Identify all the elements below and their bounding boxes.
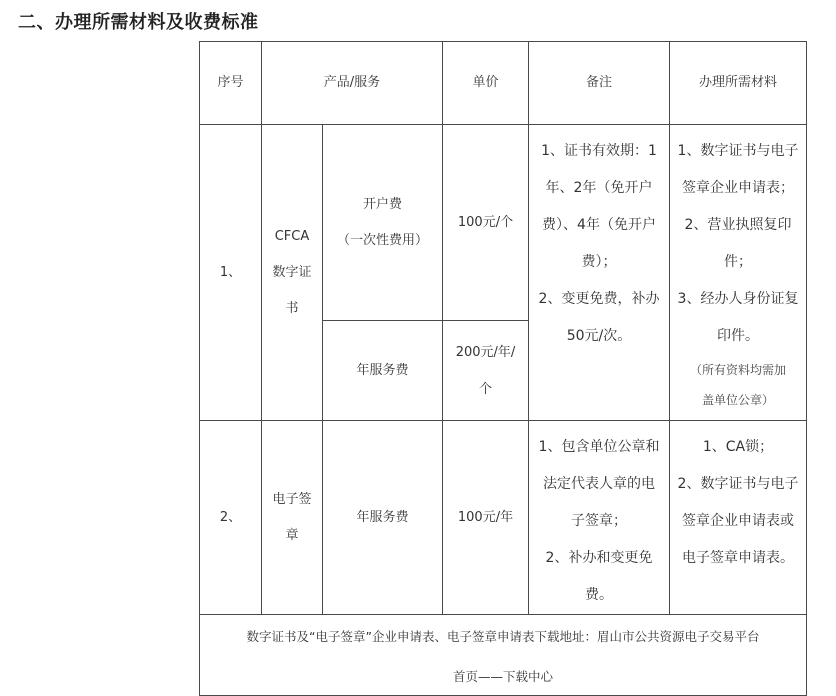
remarks-line: 费）、4年（免开户 (542, 217, 656, 233)
download-note (200, 615, 807, 696)
row2-product (262, 421, 323, 615)
row1-service-opening (323, 125, 443, 321)
header-product: 产品/服务 (262, 42, 443, 125)
materials-line: 1、CA锁； (702, 439, 774, 455)
materials-line: 电子签章申请表。 (682, 550, 794, 566)
row1-product-line: 数字证 (272, 264, 312, 280)
row1-remarks (529, 125, 670, 421)
remarks-line: 费）； (581, 254, 617, 270)
row1-product-line: CFCA (274, 228, 310, 244)
materials-line: 2、数字证书与电子 (677, 476, 799, 492)
materials-note: 盖单位公章） (701, 393, 774, 407)
remarks-line: 费。 (585, 587, 613, 603)
row1-service-annual: 年服务费 (323, 321, 443, 421)
row1-product-line: 书 (285, 300, 299, 316)
materials-line: 3、经办人身份证复 (677, 291, 799, 307)
materials-line: 签章企业申请表或 (682, 513, 794, 529)
materials-line: 签章企业申请表； (682, 180, 794, 196)
materials-note: （所有资料均需加 (689, 363, 786, 377)
row2-price: 100元/年 (443, 421, 529, 615)
service-line: 开户费 (362, 196, 402, 212)
row1-seq: 1、 (200, 125, 262, 421)
remarks-line: 年、2年（免开户 (545, 180, 653, 196)
materials-line: 1、数字证书与电子 (677, 143, 799, 159)
row2-product-line: 电子签 (272, 491, 312, 507)
row1-price-opening: 100元/个 (443, 125, 529, 321)
service-line: （一次性费用） (336, 232, 428, 248)
table-row (200, 125, 807, 321)
remarks-line: 1、证书有效期：1 (541, 143, 657, 159)
materials-line: 2、营业执照复印 (684, 217, 792, 233)
row2-materials (670, 421, 807, 615)
download-note-line: 首页——下载中心 (452, 669, 553, 684)
remarks-line: 50元/次。 (566, 328, 632, 344)
materials-line: 印件。 (717, 328, 759, 344)
header-remarks: 备注 (529, 42, 670, 125)
fee-table (199, 41, 807, 696)
price-line: 200元/年/ (455, 344, 516, 360)
table-footer-row (200, 615, 807, 696)
row2-product-line: 章 (285, 527, 299, 543)
remarks-line: 2、变更免费，补办 (538, 291, 660, 307)
remarks-line: 子签章； (571, 513, 627, 529)
row2-service: 年服务费 (323, 421, 443, 615)
table-row (200, 421, 807, 615)
table-header-row (200, 42, 807, 125)
row1-product (262, 125, 323, 421)
materials-line: 件； (724, 254, 752, 270)
section-heading: 二、办理所需材料及收费标准 (18, 12, 259, 33)
row1-materials (670, 125, 807, 421)
row2-seq: 2、 (200, 421, 262, 615)
remarks-line: 2、补办和变更免 (545, 550, 653, 566)
header-price: 单价 (443, 42, 529, 125)
price-line: 个 (478, 381, 492, 397)
remarks-line: 1、包含单位公章和 (538, 439, 660, 455)
header-materials: 办理所需材料 (670, 42, 807, 125)
remarks-line: 法定代表人章的电 (543, 476, 655, 492)
download-note-line: 数字证书及“电子签章”企业申请表、电子签章申请表下载地址：眉山市公共资源电子交易平台 (246, 629, 760, 644)
row1-price-annual (443, 321, 529, 421)
row2-remarks (529, 421, 670, 615)
header-seq: 序号 (200, 42, 262, 125)
